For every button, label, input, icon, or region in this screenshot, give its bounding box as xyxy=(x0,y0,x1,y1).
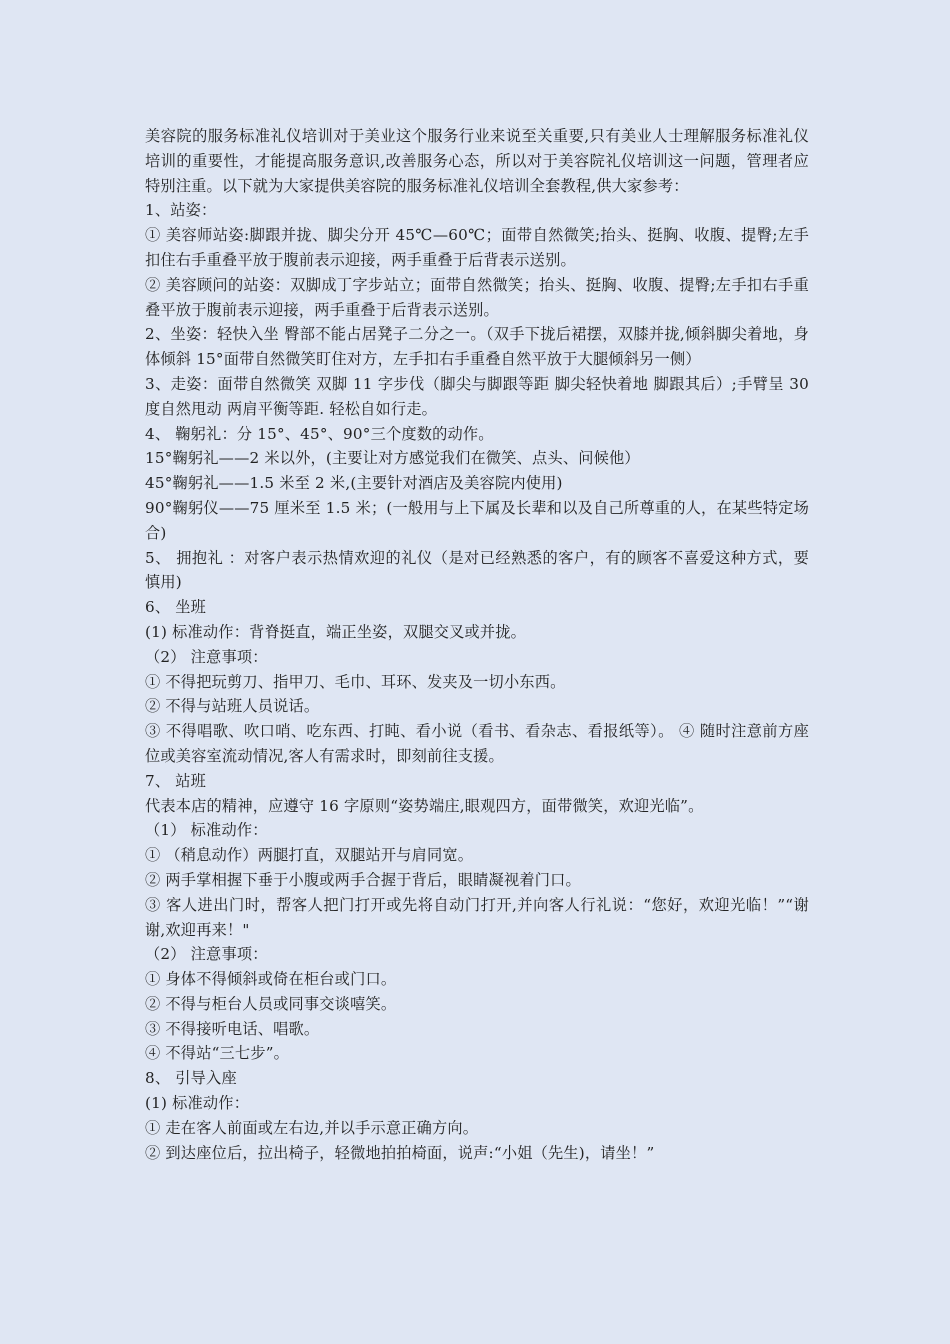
heading-standing-duty: 7、 站班 xyxy=(145,771,207,790)
intro-paragraph: 美容院的服务标准礼仪培训对于美业这个服务行业来说至关重要,只有美业人士理解服务标准礼仪培训的重要性，才能提高服务意识,改善服务心态，所以对于美容院礼仪培训这一问题，管理者应特别注重。以下就为大家提供美容院的服务标准礼仪培训全套教程,供大家参考： xyxy=(145,127,809,195)
heading-walking-posture: 3、走姿：面带自然微笑 双脚 11 字步伐（脚尖与脚跟等距 脚尖轻快着地 脚跟其后）;手臂呈 30 度自然甩动 两肩平衡等距. 轻松自如行走。 xyxy=(145,374,809,418)
paragraph: 代表本店的精神，应遵守 16 字原则“姿势端庄,眼观四方，面带微笑，欢迎光临”。 xyxy=(145,796,704,815)
heading-hug-etiquette: 5、 拥抱礼 ：对客户表示热情欢迎的礼仪（是对已经熟悉的客户，有的顾客不喜爱这种方式，要慎用) xyxy=(145,548,809,592)
paragraph: 90°鞠躬仪——75 厘米至 1.5 米；(一般用与上下属及长辈和以及自己所尊重的人，在某些特定场合) xyxy=(145,498,809,542)
heading-sitting-posture: 2、坐姿：轻快入坐 臀部不能占居凳子二分之一。（双手下拢后裙摆，双膝并拢,倾斜脚尖着地，身体倾斜 15°面带自然微笑盯住对方，左手扣右手重叠自然平放于大腿倾斜另一侧） xyxy=(145,325,809,369)
paragraph: （2） 注意事项： xyxy=(145,647,268,666)
paragraph: ③ 客人进出门时，帮客人把门打开或先将自动门打开,并向客人行礼说：“您好，欢迎光临！”“谢谢,欢迎再来！" xyxy=(145,895,809,939)
paragraph: 45°鞠躬礼——1.5 米至 2 米,(主要针对酒店及美容院内使用) xyxy=(145,474,563,493)
paragraph: ③ 不得唱歌、吹口哨、吃东西、打盹、看小说（看书、看杂志、看报纸等）。 ④ 随时注意前方座位或美容室流动情况,客人有需求时，即刻前往支援。 xyxy=(145,722,809,765)
paragraph: ② 不得与站班人员说话。 xyxy=(145,697,320,716)
paragraph: （1） 标准动作： xyxy=(145,821,268,840)
heading-standing-posture: 1、站姿： xyxy=(145,201,217,220)
paragraph: 15°鞠躬礼——2 米以外，(主要让对方感觉我们在微笑、点头、问候他） xyxy=(145,449,640,468)
paragraph: ③ 不得接听电话、唱歌。 xyxy=(145,1019,320,1038)
paragraph: （2） 注意事项： xyxy=(145,945,268,964)
paragraph: ④ 不得站“三七步”。 xyxy=(145,1044,290,1063)
paragraph: (1) 标准动作： xyxy=(145,1094,250,1113)
paragraph: ② 到达座位后，拉出椅子，轻微地拍拍椅面，说声:“小姐（先生)，请坐！” xyxy=(145,1143,655,1162)
paragraph: ① 不得把玩剪刀、指甲刀、毛巾、耳环、发夹及一切小东西。 xyxy=(145,672,566,691)
paragraph: ② 两手掌相握下垂于小腹或两手合握于背后，眼睛凝视着门口。 xyxy=(145,870,581,889)
paragraph: ② 不得与柜台人员或同事交谈嘻笑。 xyxy=(145,994,397,1013)
paragraph: (1) 标准动作：背脊挺直，端正坐姿，双腿交叉或并拢。 xyxy=(145,622,527,641)
paragraph: ② 美容顾问的站姿：双脚成丁字步站立；面带自然微笑；抬头、挺胸、收腹、提臀;左手扣右手重叠平放于腹前表示迎接，两手重叠于后背表示送别。 xyxy=(145,275,809,319)
paragraph: ① 走在客人前面或左右边,并以手示意正确方向。 xyxy=(145,1118,479,1137)
document-body xyxy=(145,124,809,1165)
paragraph: ① （稍息动作）两腿打直，双腿站开与肩同宽。 xyxy=(145,846,474,865)
heading-guide-seating: 8、 引导入座 xyxy=(145,1069,237,1088)
paragraph: ① 身体不得倾斜或倚在柜台或门口。 xyxy=(145,970,397,989)
heading-sitting-duty: 6、 坐班 xyxy=(145,598,207,617)
heading-bow-etiquette: 4、 鞠躬礼：分 15°、45°、90°三个度数的动作。 xyxy=(145,424,494,443)
paragraph: ① 美容师站姿:脚跟并拢、脚尖分开 45℃—60℃；面带自然微笑;抬头、挺胸、收腹、提臀;左手扣住右手重叠平放于腹前表示迎接，两手重叠于后背表示送别。 xyxy=(145,226,809,269)
